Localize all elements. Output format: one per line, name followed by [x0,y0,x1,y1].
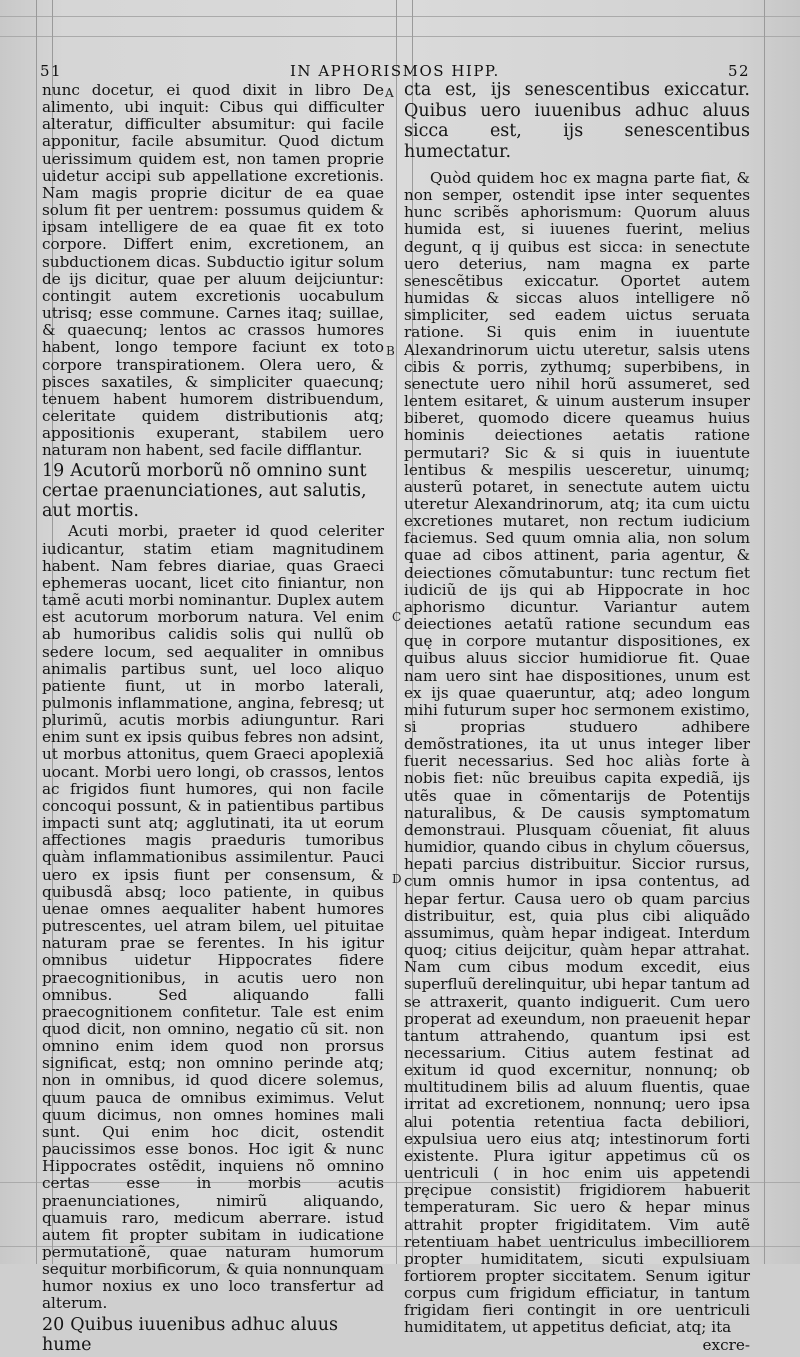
catchword: excre- [702,1335,750,1354]
running-title: IN APHORISMOS HIPP. [290,62,500,80]
aphorism-text: Quibus iuuenibus adhuc aluus hume [42,1314,338,1355]
folio-right: 52 [728,62,751,80]
ruled-line [36,0,37,1264]
aphorism-text: Acutorũ morborũ nõ omnino sunt certae praenunciationes, aut salutis, aut mortis. [42,461,367,522]
aphorism-heading [42,461,384,521]
right-column [404,80,750,1354]
paragraph: nunc docetur, ei quod dixit in libro De alimento, ubi inquit: Cibus qui difficulter alteratur, difficulter absumitur: qui facile apponitur, facile absumitur. Quod dictum uerissimum quidem est, non tamen proprie uidetur accipi sub appellatione excretionis. Nam magis proprie dicitur de ea quae solum fit per uentrem: possumus quidem & ipsam intelligere de ea quae fit ex toto corpore. Differt enim, excretionem, an subductionem dicas. Subductio igitur solum de ijs dicitur, quae per aluum deijciuntur: contingit autem excretionis uocabulum utrisq; esse commune. Carnes itaq; suillae, & quaecunq; lentos ac crassos humores habent, longo tempore faciunt ex toto corpore transpirationem. Olera uero, & pisces saxatiles, & simpliciter quaecunq; tenuem habent humorem distribuendum, celeritate quidem distributionis atq; appositionis exuperant, stabilem uero naturam non habent, sed facile difflantur. [42,81,384,460]
running-header [0,62,800,82]
margin-letter-c: C [392,610,402,624]
ruled-line [764,0,765,1264]
aphorism-number: 20 [42,1314,65,1335]
ruled-line [0,16,800,17]
aphorism-heading [42,1315,384,1355]
folio-left: 51 [40,62,63,80]
ruled-line [396,0,397,1264]
paragraph: Acuti morbi, praeter id quod celeriter iudicantur, statim etiam magnitudinem habent. Nam febres diariae, quas Graeci ephemeras uocant, licet cito finiantur, non tamẽ acuti morbi nominantur. Duplex autem est acutorum morborum natura. Vel enim ab humoribus calidis solis qui nullũ ob sedere locum, sed aequaliter in omnibus animalis partibus sunt, uel loco aliquo patiente fiunt, ut in morbo laterali, pulmonis inflammatione, angina, febresq; ut plurimũ, acutis morbis adiunguntur. Rari enim sunt ex ipsis quibus febres non adsint, ut morbus attonitus, quem Graeci apoplexiã uocant. Morbi uero longi, ob crassos, lentos ac frigidos fiunt humores, qui non facile concoqui possunt, & in patientibus partibus impacti sunt atq; agglutinati, ita ut eorum affectiones magis praeduris tumoribus quàm inflammationibus assimilentur. Pauci uero ex ipsis fiunt per consensum, & quibusdã absq; loco patiente, in quibus uenae omnes aequaliter habent humores putrescentes, uel atram bilem, uel pituitae naturam prae se ferentes. In his igitur omnibus uidetur Hippocrates fidere praecognitionibus, in acutis uero non omnibus. Sed aliquando falli praecognitionem confitetur. Tale est enim quod dicit, non omnino, negatio cũ sit. non omnino enim idem quod non prorsus significat, estq; non omnino perinde atq; non in omnibus, id quod dicere solemus, quum pauca de omnibus eximimus. Velut quum dicimus, non omnes homines mali sunt. Qui enim hoc dicit, ostendit paucissimos esse bonos. Hoc igit & nunc Hippocrates ostẽdit, inquiens nõ omnino certas esse in morbis acutis praenunciationes, nimirũ aliquando, quamuis raro, medicum aberrare. istud autem fit propter subitam in iudicatione permutationẽ, quae naturam humorum sequitur morbificorum, & quia nonnunquam humor noxius ex uno loco transfertur ad alterum. [42,522,384,1313]
margin-letter-b: B [386,344,395,358]
margin-letter-d: D [392,872,402,886]
aphorism-continuation: cta est, ijs senescentibus exiccatur. Quibus uero iuuenibus adhuc aluus sicca est, ijs senescentibus humectatur. [404,80,750,162]
left-column [42,82,384,1357]
aphorism-number: 19 [42,461,65,482]
paragraph: Quòd quidem hoc ex magna parte fiat, & non semper, ostendit ipse inter sequentes hunc scribẽs aphorismum: Quorum aluus humida est, si iuuenes fuerint, melius degunt, q ij quibus est sicca: in senectute uero deterius, nam magna ex parte senescẽtibus exiccatur. Oportet autem humidas & siccas aluos intelligere nõ simpliciter, sed eadem uictus seruata ratione. Si quis enim in iuuentute Alexandrinorum uictu uteretur, salsis utens cibis & porris, zythumq; superbibens, in senectute uero nihil horũ assumeret, sed lentem esitaret, & uinum austerum insuper biberet, quomodo dicere queamus huius hominis deiectiones aetatis ratione permutari? Sic & si quis in iuuentute lentibus & mespilis uesceretur, uinumq; austerũ potaret, in senectute autem uictu uteretur Alexandrinorum, atq; ita cum uictu excretiones mutaret, non rectum iudicium faciemus. Sed quum omnia alia, non solum quae ad cibos attinent, paria agentur, & deiectiones cõmutabuntur: tunc rectum fiet iudiciũ de ijs qui ab Hippocrate in hoc aphorismo dicuntur. Variantur autem deiectiones aetatũ ratione secundum eas quę in corpore mutantur dispositiones, ex quibus aluus siccior humidiorue fit. Quae nam uero sint hae dispositiones, unum est ex ijs quae quaeruntur, atq; adeo longum mihi futurum super hoc sermonem existimo, si proprias studuero adhibere demõstrationes, ita ut unus integer liber fuerit necessarius. Sed hoc aliàs forte à nobis fiet: nũc breuibus capita expediã, ijs utẽs quae in cõmentarijs de Potentijs naturalibus, & De causis symptomatum demonstraui. Plusquam cõueniat, fit aluus humidior, quando cibus in chylum cõuersus, hepati parcius distribuitur. Siccior rursus, cum omnis humor in ipsa contentus, ad hepar fertur. Causa uero ob quam parcius distribuitur, est, quia plus cibi aliquãdo assumimus, quàm hepar indigeat. Interdum quoq; citius deijcitur, quàm hepar attrahat. Nam cum cibus modum excedit, eius superfluũ derelinquitur, ubi hepar tantum ad se attraxerit, quanto indiguerit. Cum uero properat ad exeundum, non praeuenit hepar tantum attrahendo, quantum ipsi est necessarium. Citius autem festinat ad exitum id quod excernitur, nonnunq; ob multitudinem bilis ad aluum fluentis, quae irritat ad excretionem, nonnunq; uero ipsa alui potentia retentiua facta debiliori, expulsiua uero eius atq; intestinorum forti existente. Plura igitur appetimus cũ os uentriculi ( in hoc enim uis appetendi pręcipue consistit) frigidiorem habuerit temperaturam. Sic uero & hepar minus attrahit propter frigiditatem. Vim autẽ retentiuam habet uentriculus imbecilliorem propter humiditatem, sicuti expulsiuam fortiorem propter siccitatem. Senum igitur corpus cum frigidum efficiatur, in tantum frigidam fieri contingit in ore uentriculi humiditatem, ut appetitus deficiat, atq; ita [404,169,750,1337]
margin-letter-a: A [385,86,394,100]
ruled-line [0,36,800,37]
